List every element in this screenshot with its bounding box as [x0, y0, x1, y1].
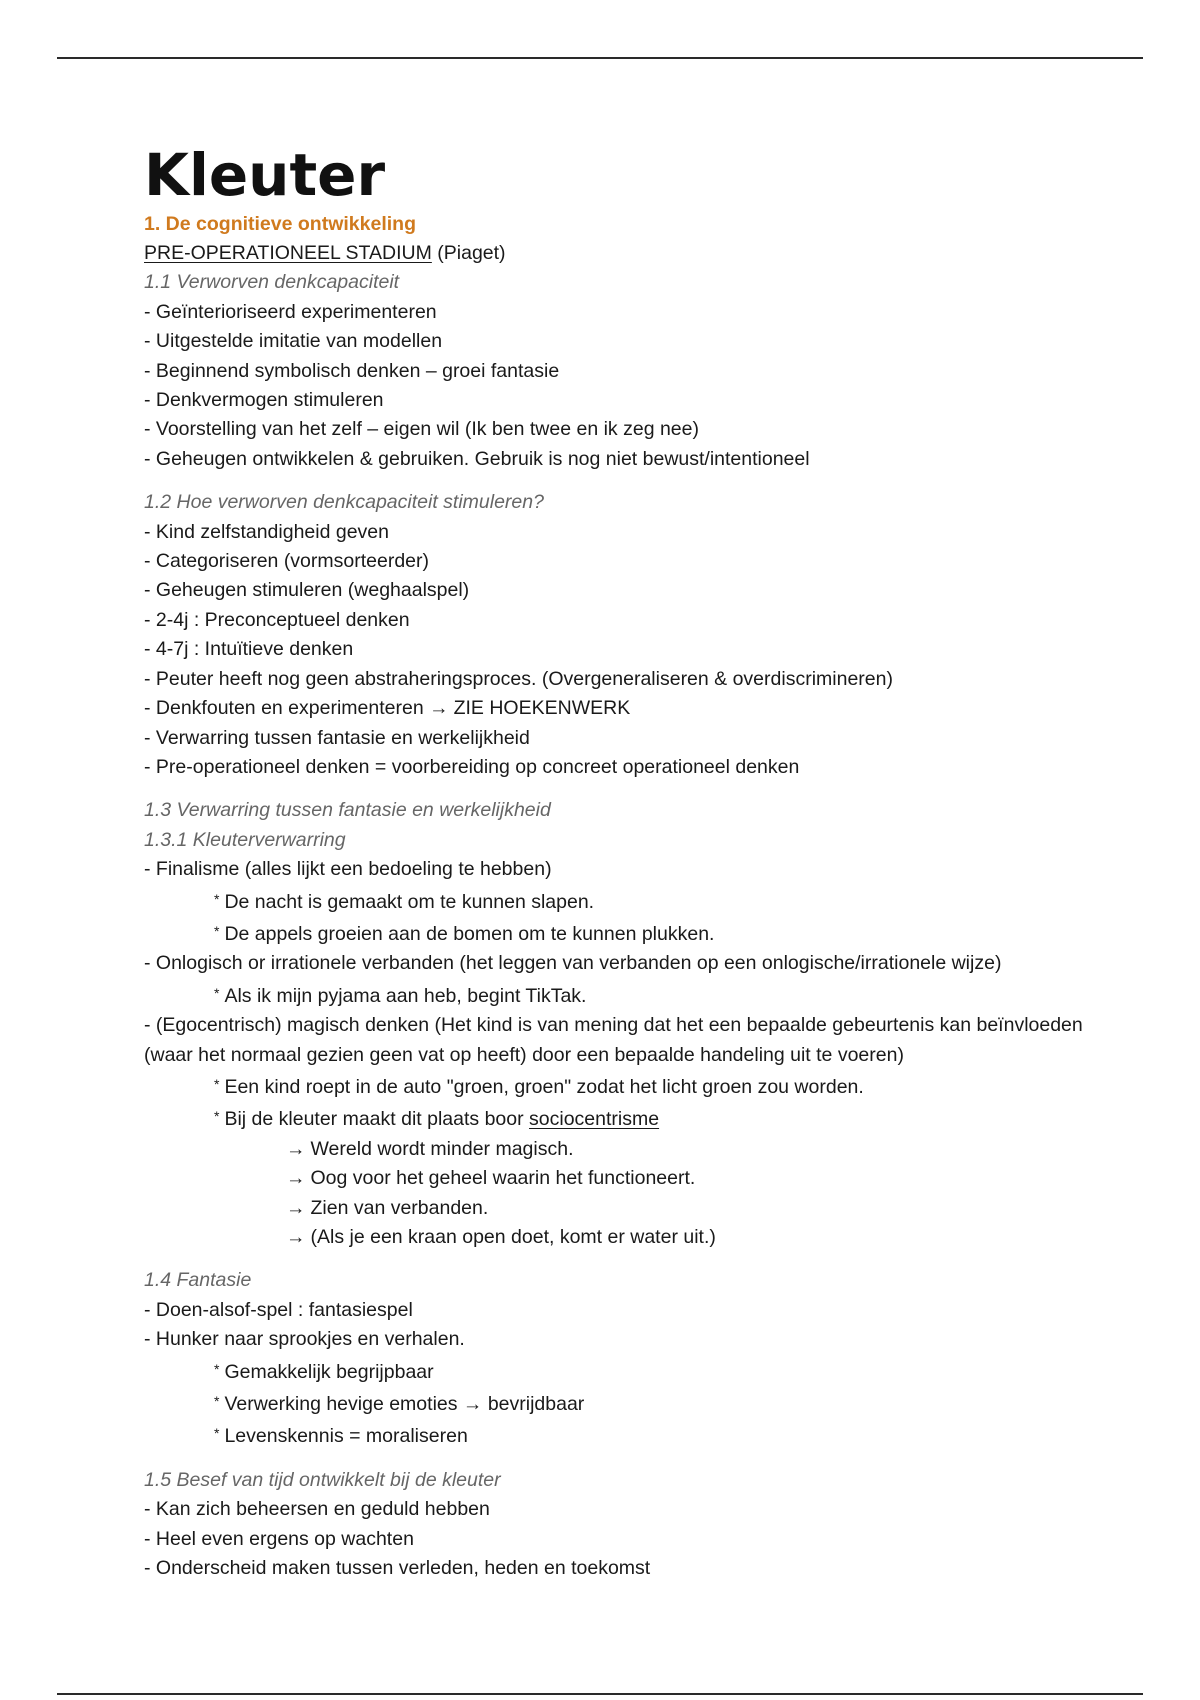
list-item: - Geheugen ontwikkelen & gebruiken. Gebruik is nog niet bewust/intentioneel: [144, 447, 810, 470]
example-text: Levenskennis = moraliseren: [224, 1425, 468, 1448]
star-icon: *: [214, 1393, 220, 1410]
list-item: - Beginnend symbolisch denken – groei fantasie: [144, 359, 560, 382]
stage-name: PRE-OPERATIONEEL STADIUM: [144, 242, 432, 264]
subheading-1-2: 1.2 Hoe verworven denkcapaciteit stimuleren?: [144, 491, 544, 514]
example-text: Verwerking hevige emoties → bevrijdbaar: [224, 1393, 585, 1416]
example-text: Bij de kleuter maakt dit plaats boor: [224, 1108, 530, 1131]
arrow-item-text: Wereld wordt minder magisch.: [310, 1137, 574, 1160]
example-item: [144, 1102, 1104, 1134]
list-item: - Doen-alsof-spel : fantasiespel: [144, 1298, 413, 1321]
list-item: - 2-4j : Preconceptueel denken: [144, 608, 410, 631]
arrow-item-text: Zien van verbanden.: [310, 1196, 489, 1219]
page-top-rule: [57, 57, 1143, 59]
star-icon: *: [214, 984, 220, 1001]
arrow-item: [144, 1164, 1104, 1193]
arrow-icon: →: [286, 1137, 306, 1160]
arrow-icon: →: [286, 1167, 306, 1190]
list-item: - Kan zich beheersen en geduld hebben: [144, 1498, 490, 1521]
list-item: - Uitgestelde imitatie van modellen: [144, 330, 443, 353]
list-item: - Verwarring tussen fantasie en werkelijkheid: [144, 726, 530, 749]
subheading-1-5: 1.5 Besef van tijd ontwikkelt bij de kleuter: [144, 1468, 501, 1491]
arrow-icon: →: [286, 1226, 306, 1248]
list-item: - 4-7j : Intuïtieve denken: [144, 638, 354, 661]
example-text: Een kind roept in de auto "groen, groen" zodat het licht groen zou worden.: [224, 1075, 864, 1098]
list-item: - Onderscheid maken tussen verleden, heden en toekomst: [144, 1557, 651, 1580]
example-item: [144, 1070, 1104, 1102]
example-item: [144, 1387, 1104, 1419]
example-text: Gemakkelijk begrijpbaar: [224, 1360, 434, 1383]
arrow-item: [144, 1223, 1104, 1252]
example-item: [144, 885, 1104, 917]
section-heading: 1. De cognitieve ontwikkeling: [144, 213, 416, 235]
arrow-icon: →: [429, 697, 449, 720]
arrow-item: [144, 1194, 1104, 1223]
example-item: [144, 917, 1104, 949]
list-item: - (Egocentrisch) magisch denken (Het kind is van mening dat het een bepaalde gebeurtenis kan beïnvloeden (waar het normaal gezien geen vat op heeft) door een bepaalde handeling uit te voeren): [144, 1014, 1083, 1066]
sociocentrisme-term: sociocentrisme: [529, 1108, 660, 1131]
star-icon: *: [214, 1108, 220, 1125]
document-body: [144, 140, 1104, 1583]
example-text: Als ik mijn pyjama aan heb, begint TikTak.: [224, 984, 587, 1007]
arrow-item-text: (Als je een kraan open doet, komt er water uit.): [310, 1226, 716, 1248]
stage-suffix: (Piaget): [431, 242, 506, 264]
arrow-item-text: Oog voor het geheel waarin het functioneert.: [310, 1167, 696, 1190]
star-icon: *: [214, 890, 220, 907]
list-item: - Pre-operationeel denken = voorbereiding op concreet operationeel denken: [144, 755, 800, 778]
subheading-1-3-1: 1.3.1 Kleuterverwarring: [144, 828, 346, 851]
arrow-item: [144, 1135, 1104, 1164]
subheading-1-1: 1.1 Verworven denkcapaciteit: [144, 271, 400, 294]
list-item: - Categoriseren (vormsorteerder): [144, 550, 430, 573]
subheading-1-3: 1.3 Verwarring tussen fantasie en werkelijkheid: [144, 799, 551, 822]
list-item: - Peuter heeft nog geen abstraheringsproces. (Overgeneraliseren & overdiscrimineren): [144, 667, 893, 690]
list-item: - Finalisme (alles lijkt een bedoeling te hebben): [144, 858, 552, 881]
list-item: - Heel even ergens op wachten: [144, 1527, 414, 1550]
list-item: - Onlogisch or irrationele verbanden (het leggen van verbanden op een onlogische/irrationele wijze): [144, 952, 1002, 975]
list-item-reference: ZIE HOEKENWERK: [453, 697, 631, 720]
example-item: [144, 979, 1104, 1011]
example-text: De nacht is gemaakt om te kunnen slapen.: [224, 890, 595, 913]
example-text: De appels groeien aan de bomen om te kunnen plukken.: [224, 922, 715, 945]
star-icon: *: [214, 1425, 220, 1442]
list-item: [144, 694, 1104, 723]
star-icon: *: [214, 922, 220, 939]
subheading-1-4: 1.4 Fantasie: [144, 1269, 252, 1292]
arrow-icon: →: [286, 1196, 306, 1219]
list-item: - Geïnterioriseerd experimenteren: [144, 300, 437, 323]
list-item: - Voorstelling van het zelf – eigen wil (Ik ben twee en ik zeg nee): [144, 418, 699, 441]
example-item: [144, 1355, 1104, 1387]
list-item: - Denkvermogen stimuleren: [144, 389, 384, 412]
list-item: - Hunker naar sprookjes en verhalen.: [144, 1328, 465, 1351]
list-item: - Geheugen stimuleren (weghaalspel): [144, 579, 470, 602]
page-title: Kleuter: [144, 141, 386, 209]
star-icon: *: [214, 1075, 220, 1092]
list-item: - Kind zelfstandigheid geven: [144, 520, 389, 543]
star-icon: *: [214, 1360, 220, 1377]
example-item: [144, 1419, 1104, 1451]
stage-line: [144, 239, 1104, 268]
list-item-text: - Denkfouten en experimenteren: [144, 697, 430, 720]
page-bottom-rule: [57, 1693, 1143, 1695]
